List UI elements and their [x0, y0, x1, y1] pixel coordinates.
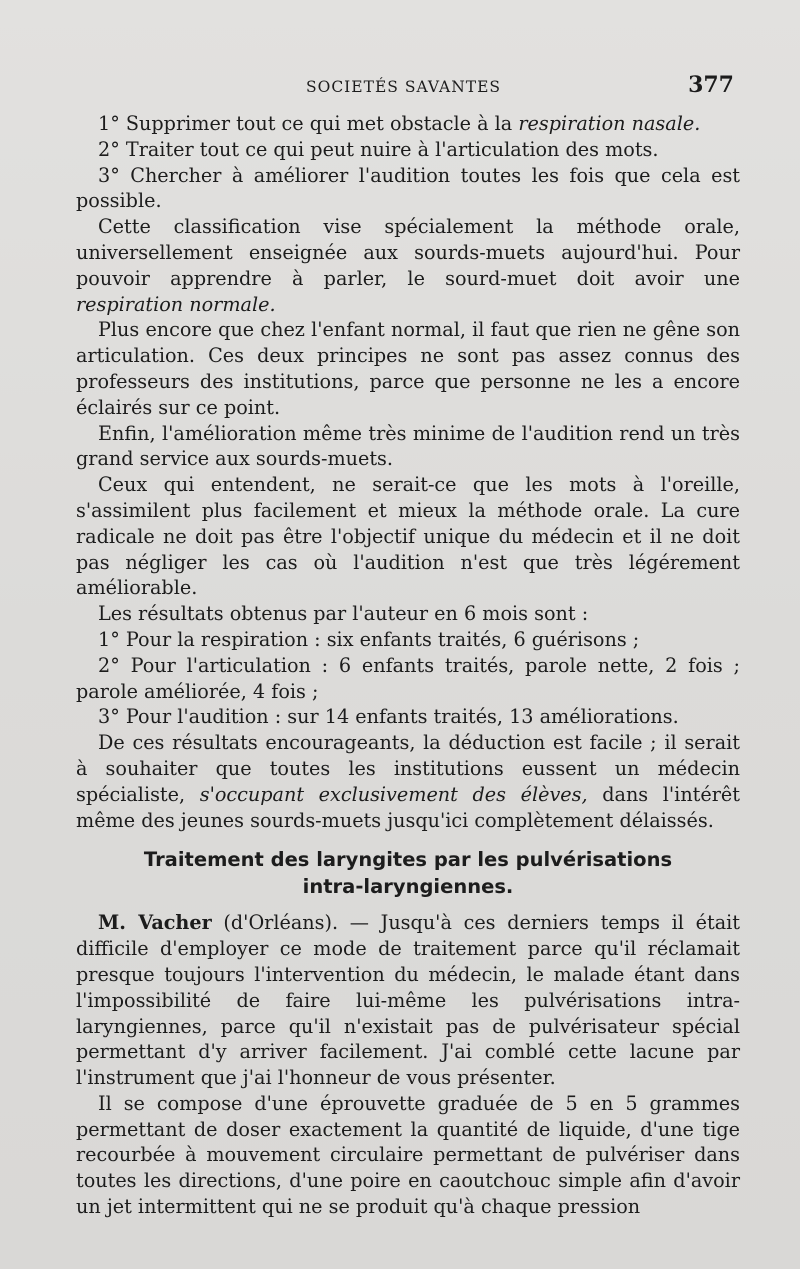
paragraph: 2° Traiter tout ce qui peut nuire à l'articulation des mots.	[98, 137, 659, 161]
paragraph: Enfin, l'amélioration même très minime de l'audition rend un très grand service aux sourds-muets.	[76, 421, 740, 471]
section-heading-line1: Traitement des laryngites par les pulvérisations	[143, 848, 673, 872]
author-name: M. Vacher	[98, 911, 212, 935]
paragraph: 3° Chercher à améliorer l'audition toutes les fois que cela est possible.	[76, 163, 740, 213]
list-item: 2° Pour l'articulation : 6 enfants traités, parole nette, 2 fois ; parole améliorée, 4 fois ;	[76, 653, 740, 703]
section-heading-line2: intra-laryngiennes.	[302, 875, 514, 899]
paragraph: Plus encore que chez l'enfant normal, il faut que rien ne gêne son articulation. Ces deux principes ne sont pas assez connus des professeurs des institutions, parce que personne ne les a encore éclairés sur ce point.	[76, 318, 740, 419]
page-header	[0, 74, 800, 102]
running-head: SOCIETÉS SAVANTES	[306, 78, 502, 96]
paragraph: M. Vacher (d'Orléans). — Jusqu'à ces derniers temps il était difficile d'employer ce mode de traitement parce qu'il réclamait presque toujours l'intervention du médecin, le malade étant dans l'impossibilité de faire lui-même les pulvérisations intra-laryngiennes, parce qu'il n'existait pas de pulvérisateur spécial permettant d'y arriver facilement. J'ai comblé cette lacune par l'instrument que j'ai l'honneur de vous présenter.	[76, 911, 740, 1090]
paragraph: Cette classification vise spécialement la méthode orale, universellement enseignée aux sourds-muets aujourd'hui. Pour pouvoir apprendre à parler, le sourd-muet doit avoir une respiration normale.	[76, 215, 740, 316]
body-text	[76, 111, 740, 1220]
paragraph: 1° Supprimer tout ce qui met obstacle à la respiration nasale.	[98, 112, 701, 135]
page-number: 377	[688, 72, 734, 98]
paragraph: De ces résultats encourageants, la déduction est facile ; il serait à souhaiter que toutes les institutions eussent un médecin spécialiste, s'occupant exclusivement des élèves, dans l'intérêt même des jeunes sourds-muets jusqu'ici complètement délaissés.	[76, 731, 740, 832]
list-item: 3° Pour l'audition : sur 14 enfants traités, 13 améliorations.	[98, 705, 679, 729]
paragraph: Les résultats obtenus par l'auteur en 6 mois sont :	[98, 602, 589, 626]
paragraph: Il se compose d'une éprouvette graduée de 5 en 5 grammes permettant de doser exactement la quantité de liquide, d'une tige recourbée à mouvement circulaire permettant de pulvériser dans toutes les directions, d'une poire en caoutchouc simple afin d'avoir un jet intermittent qui ne se produit qu'à chaque pression	[76, 1091, 740, 1219]
list-item: 1° Pour la respiration : six enfants traités, 6 guérisons ;	[98, 627, 640, 651]
paragraph: Ceux qui entendent, ne serait-ce que les mots à l'oreille, s'assimilent plus facilement et mieux la méthode orale. La cure radicale ne doit pas être l'objectif unique du médecin et il ne doit pas négliger les cas où l'audition n'est que très légérement améliorable.	[76, 473, 740, 600]
section-heading	[76, 846, 740, 900]
